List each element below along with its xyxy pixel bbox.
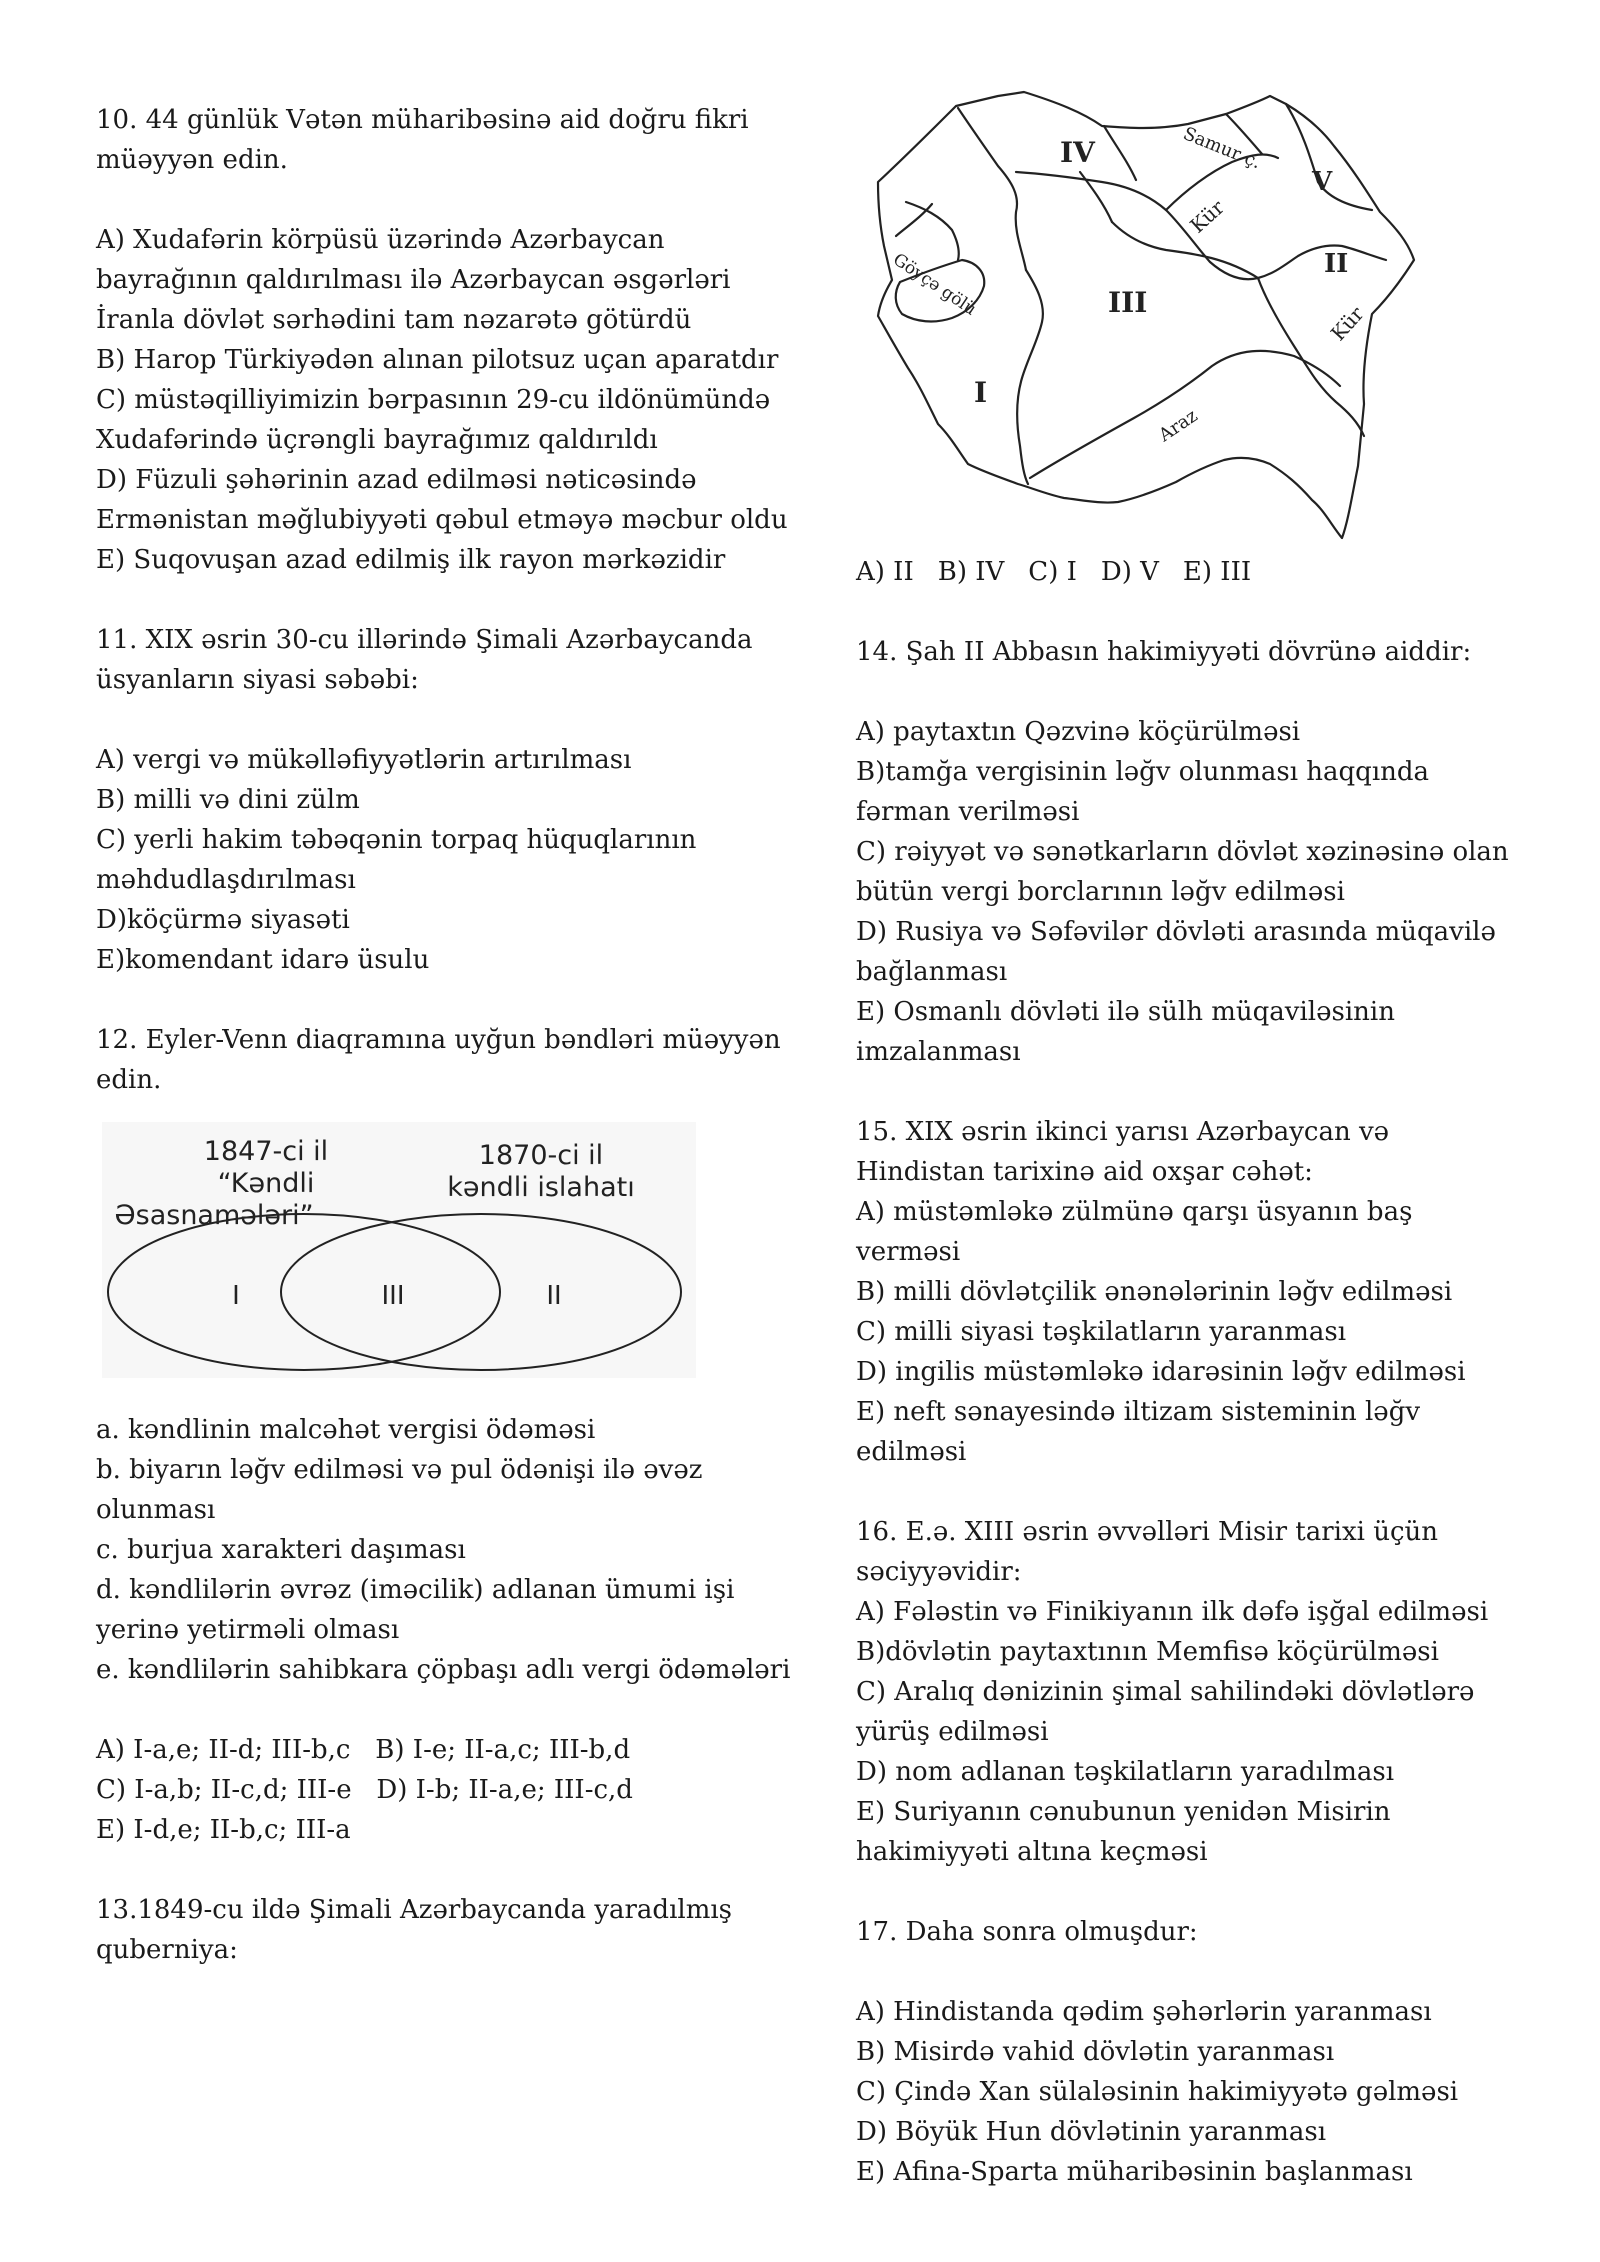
question-12	[96, 1020, 796, 1850]
q12-answer-a[interactable]: A) I-a,e; II-d; III-b,c	[96, 1735, 351, 1765]
q14-option-b[interactable]: B)tamğa vergisinin ləğv olunması haqqında fərman verilməsi	[856, 757, 1430, 827]
question-16-stem: 16. E.ə. XIII əsrin əvvəlləri Misir tarixi üçün səciyyəvidir:	[856, 1517, 1439, 1587]
border-1	[958, 108, 1026, 270]
historical-map	[866, 86, 1426, 546]
q12-answer-c[interactable]: C) I-a,b; II-c,d; III-e	[96, 1775, 352, 1805]
map-label-iii: III	[1108, 286, 1148, 319]
kur-river-lower	[1258, 278, 1364, 436]
question-11	[96, 620, 796, 980]
q15-option-d[interactable]: D) ingilis müstəmləkə idarəsinin ləğv edilməsi	[856, 1357, 1466, 1387]
q12-item-c: c. burjua xarakteri daşıması	[96, 1535, 466, 1565]
q10-option-a[interactable]: A) Xudafərin körpüsü üzərində Azərbaycan bayrağının qaldırılması ilə Azərbaycan əsgərləri İranla dövlət sərhədini tam nəzarətə götürdü	[96, 225, 731, 335]
question-10	[96, 100, 796, 580]
map-label-goyce: Göyçə gölü	[889, 249, 980, 320]
q12-answer-row-3	[96, 1810, 796, 1850]
q13-option-e[interactable]: E) III	[1182, 557, 1252, 587]
q15-option-b[interactable]: B) milli dövlətçilik ənənələrinin ləğv edilməsi	[856, 1277, 1453, 1307]
border-8	[906, 202, 959, 260]
venn-region-left: I	[232, 1281, 240, 1311]
question-14-stem: 14. Şah II Abbasın hakimiyyəti dövrünə aiddir:	[856, 637, 1472, 667]
left-column	[96, 100, 796, 2010]
q15-option-e[interactable]: E) neft sənayesində iltizam sisteminin ləğv edilməsi	[856, 1397, 1421, 1467]
venn-left-title-3: Əsasnamələri”	[114, 1200, 314, 1231]
border-9	[896, 204, 932, 236]
venn-background	[102, 1122, 696, 1378]
q12-answer-row-1	[96, 1730, 796, 1770]
question-15-stem: 15. XIX əsrin ikinci yarısı Azərbaycan və Hindistan tarixinə aid oxşar cəhət:	[856, 1117, 1390, 1187]
q13-option-b[interactable]: B) IV	[937, 557, 1005, 587]
venn-region-middle: III	[381, 1281, 405, 1311]
q17-option-e[interactable]: E) Afina-Sparta müharibəsinin başlanması	[856, 2157, 1413, 2187]
border-6	[1166, 155, 1278, 210]
q11-option-a[interactable]: A) vergi və mükəlləfiyyətlərin artırılması	[96, 745, 632, 775]
q14-option-d[interactable]: D) Rusiya və Səfəvilər dövləti arasında müqavilə bağlanması	[856, 917, 1496, 987]
q13-option-a[interactable]: A) II	[856, 557, 914, 587]
q10-option-b[interactable]: B) Harop Türkiyədən alınan pilotsuz uçan aparatdır	[96, 345, 779, 375]
venn-right-title-2: kəndli islahatı	[447, 1172, 635, 1203]
q15-option-a[interactable]: A) müstəmləkə zülmünə qarşı üsyanın baş verməsi	[856, 1197, 1413, 1267]
q10-option-e[interactable]: E) Suqovuşan azad edilmiş ilk rayon mərkəzidir	[96, 545, 726, 575]
q11-option-e[interactable]: E)komendant idarə üsulu	[96, 945, 430, 975]
q12-items	[96, 1410, 796, 1690]
map-label-ii: II	[1324, 249, 1349, 279]
q12-answer-row-2	[96, 1770, 796, 1810]
question-10-stem: 10. 44 günlük Vətən müharibəsinə aid doğru fikri müəyyən edin.	[96, 105, 749, 175]
question-17-stem: 17. Daha sonra olmuşdur:	[856, 1917, 1198, 1947]
q12-answer-d[interactable]: D) I-b; II-a,e; III-c,d	[376, 1775, 633, 1805]
venn-region-right: II	[546, 1281, 562, 1311]
q13-option-d[interactable]: D) V	[1100, 557, 1159, 587]
q10-option-d[interactable]: D) Füzuli şəhərinin azad edilməsi nəticəsində Ermənistan məğlubiyyəti qəbul etməyə məcbur oldu	[96, 465, 788, 535]
map-label-v: V	[1312, 167, 1333, 197]
q14-option-a[interactable]: A) paytaxtın Qəzvinə köçürülməsi	[856, 717, 1301, 747]
question-13	[96, 1890, 796, 1970]
map-label-kur-2: Kür	[1325, 301, 1369, 346]
q11-option-b[interactable]: B) milli və dini zülm	[96, 785, 360, 815]
q13-options	[856, 552, 1516, 592]
question-17	[856, 1912, 1516, 2192]
venn-left-title-1: 1847-ci il	[203, 1136, 329, 1167]
q17-option-c[interactable]: C) Çində Xan sülaləsinin hakimiyyətə gəlməsi	[856, 2077, 1459, 2107]
q17-option-a[interactable]: A) Hindistanda qədim şəhərlərin yaranması	[856, 1997, 1432, 2027]
border-4	[1104, 126, 1136, 180]
q12-item-b: b. biyarın ləğv edilməsi və pul ödənişi ilə əvəz olunması	[96, 1455, 703, 1525]
question-13-stem: 13.1849-cu ildə Şimali Azərbaycanda yaradılmış quberniya:	[96, 1895, 733, 1965]
venn-left-title-2: “Kəndli	[217, 1168, 315, 1199]
border-2	[1017, 270, 1043, 484]
question-14	[856, 632, 1516, 1072]
q12-item-a: a. kəndlinin malcəhət vergisi ödəməsi	[96, 1415, 596, 1445]
venn-right-title-1: 1870-ci il	[478, 1140, 604, 1171]
q13-options-row	[856, 552, 1516, 592]
map-label-samur: Samur ç.	[1180, 123, 1264, 174]
map-label-kur-1: Kür	[1185, 195, 1229, 238]
q16-option-b[interactable]: B)dövlətin paytaxtının Memfisə köçürülməsi	[856, 1637, 1439, 1667]
q12-answers	[96, 1730, 796, 1850]
question-12-stem: 12. Eyler-Venn diaqramına uyğun bəndləri müəyyən edin.	[96, 1025, 781, 1095]
q14-option-e[interactable]: E) Osmanlı dövləti ilə sülh müqaviləsinin imzalanması	[856, 997, 1395, 1067]
map-label-araz: Araz	[1155, 405, 1202, 447]
q17-option-b[interactable]: B) Misirdə vahid dövlətin yaranması	[856, 2037, 1335, 2067]
question-16	[856, 1512, 1516, 1872]
q12-item-d: d. kəndlilərin əvrəz (iməcilik) adlanan ümumi işi yerinə yetirməli olması	[96, 1575, 735, 1645]
q16-option-e[interactable]: E) Suriyanın cənubunun yenidən Misirin hakimiyyəti altına keçməsi	[856, 1797, 1391, 1867]
q11-option-d[interactable]: D)köçürmə siyasəti	[96, 905, 350, 935]
q15-option-c[interactable]: C) milli siyasi təşkilatların yaranması	[856, 1317, 1347, 1347]
map-label-i: I	[974, 376, 988, 409]
question-11-stem: 11. XIX əsrin 30-cu illərində Şimali Azərbaycanda üsyanların siyasi səbəbi:	[96, 625, 753, 695]
right-column	[856, 90, 1516, 2232]
map-label-iv: IV	[1060, 136, 1095, 169]
q16-option-c[interactable]: C) Aralıq dənizinin şimal sahilindəki dövlətlərə yürüş edilməsi	[856, 1677, 1475, 1747]
border-3	[1080, 172, 1112, 222]
q10-option-c[interactable]: C) müstəqilliyimizin bərpasının 29-cu ildönümündə Xudafərində üçrəngli bayrağımız qaldırıldı	[96, 385, 771, 455]
q16-option-d[interactable]: D) nom adlanan təşkilatların yaradılması	[856, 1757, 1395, 1787]
q17-option-d[interactable]: D) Böyük Hun dövlətinin yaranması	[856, 2117, 1327, 2147]
question-15	[856, 1112, 1516, 1472]
q12-answer-e[interactable]: E) I-d,e; II-b,c; III-a	[96, 1815, 351, 1845]
q12-answer-b[interactable]: B) I-e; II-a,c; III-b,d	[375, 1735, 631, 1765]
euler-venn-diagram	[96, 1122, 696, 1378]
q12-item-e: e. kəndlilərin sahibkara çöpbaşı adlı vergi ödəmələri	[96, 1655, 791, 1685]
q13-option-c[interactable]: C) I	[1028, 557, 1077, 587]
q14-option-c[interactable]: C) rəiyyət və sənətkarların dövlət xəzinəsinə olan bütün vergi borclarının ləğv edilməsi	[856, 837, 1509, 907]
q16-option-a[interactable]: A) Fələstin və Finikiyanın ilk dəfə işğal edilməsi	[856, 1597, 1489, 1627]
q11-option-c[interactable]: C) yerli hakim təbəqənin torpaq hüquqlarının məhdudlaşdırılması	[96, 825, 697, 895]
